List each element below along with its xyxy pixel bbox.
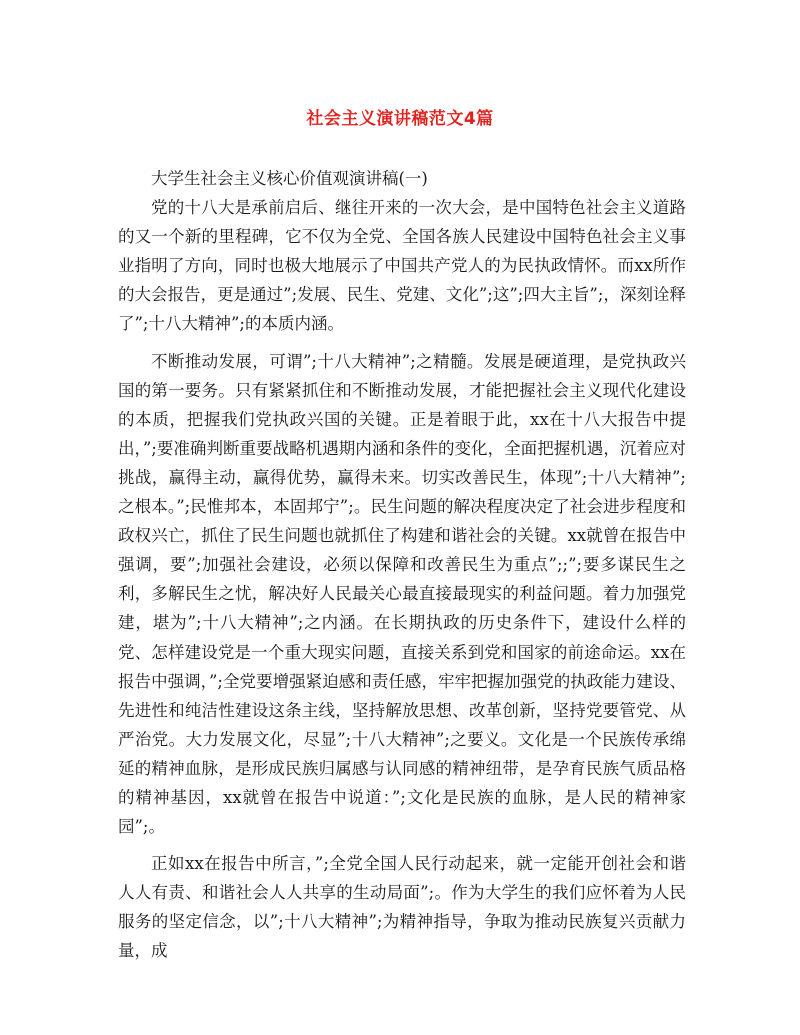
section-heading: 大学生社会主义核心价值观演讲稿(一) xyxy=(151,169,428,188)
paragraph: 党的十八大是承前启后、继往开来的一次大会，是中国特色社会主义道路的又一个新的里程碑，它不仅为全党、全国各族人民建设中国特色社会主义事业指明了方向，同时也极大地展示了中国共产党人的为民执政情怀。而xx所作的大会报告，更是通过”;发展、民生、党建、文化”;这”;四大主旨”;，深刻诠释了”;十八大精神”;的本质内涵。 xyxy=(118,198,686,334)
document-title: 社会主义演讲稿范文4篇 xyxy=(306,109,494,129)
paragraph: 不断推动发展，可谓”;十八大精神”;之精髓。发展是硬道理，是党执政兴国的第一要务。只有紧紧抓住和不断推动发展，才能把握社会主义现代化建设的本质，把握我们党执政兴国的关键。正是着眼于此，xx在十八大报告中提出，”;要准确判断重要战略机遇期内涵和条件的变化，全面把握机遇，沉着应对挑战，赢得主动，赢得优势，赢得未来。切实改善民生，体现”;十八大精神”;之根本。”;民惟邦本，本固邦宁”;。民生问题的解决程度决定了社会进步程度和政权兴亡，抓住了民生问题也就抓住了构建和谐社会的关键。xx就曾在报告中强调，要”;加强社会建设，必须以保障和改善民生为重点”;;”;要多谋民生之利，多解民生之忧，解决好人民最关心最直接最现实的利益问题。着力加强党建，堪为”;十八大精神”;之内涵。在长期执政的历史条件下，建设什么样的党、怎样建设党是一个重大现实问题，直接关系到党和国家的前途命运。xx在报告中强调，”;全党要增强紧迫感和责任感，牢牢把握加强党的执政能力建设、先进性和纯洁性建设这条主线，坚持解放思想、改革创新，坚持党要管党、从严治党。大力发展文化，尽显”;十八大精神”;之要义。文化是一个民族传承绵延的精神血脉，是形成民族归属感与认同感的精神纽带，是孕育民族气质品格的精神基因，xx就曾在报告中说道：”;文化是民族的血脉，是人民的精神家园”;。 xyxy=(118,351,686,837)
paragraph: 正如xx在报告中所言，”;全党全国人民行动起来，就一定能开创社会和谐人人有责、和谐社会人人共享的生动局面”;。作为大学生的我们应怀着为人民服务的坚定信念，以”;十八大精神”;为精神指导，争取为推动民族复兴贡献力量，成 xyxy=(118,854,686,961)
document-body xyxy=(118,164,686,966)
